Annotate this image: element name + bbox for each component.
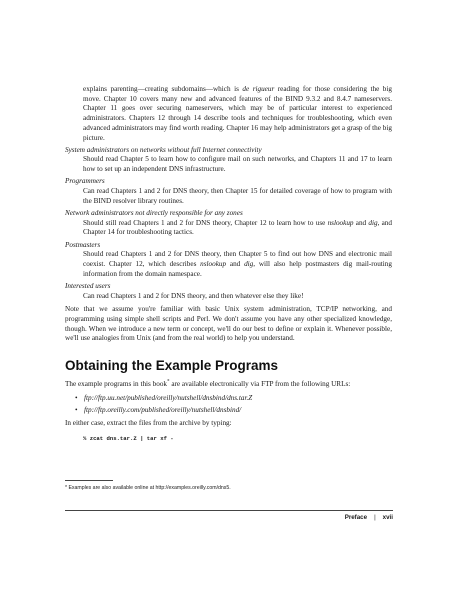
- audience-term: Postmasters: [65, 240, 101, 249]
- extract-instruction: In either case, extract the files from the archive by typing:: [65, 419, 232, 428]
- footer-separator: |: [374, 514, 376, 521]
- audience-description: [65, 155, 392, 174]
- audience-term: Network administrators not directly responsible for any zones: [65, 208, 243, 217]
- command-name: dig: [244, 259, 254, 268]
- assumptions-paragraph: Note that we assume you're familiar with basic Unix system administration, TCP/IP networking, and programming using simple shell scripts and Perl. We don't assume you have any other specialized knowledge, though. When we introduce a new term or concept, we'll do our best to define or explain it. Whenever possible, we'll use analogies from Unix (and from the real world) to help you understand.: [65, 305, 392, 343]
- section-intro: [65, 380, 392, 390]
- extract-command: % zcat dns.tar.Z | tar xf -: [83, 434, 174, 442]
- command-name: dig: [368, 218, 378, 227]
- description-text: Should still read Chapters 1 and 2 for DNS theory, Chapter 12 to learn how to use: [83, 218, 328, 227]
- description-text: Should read Chapter 5 to learn how to configure mail on such networks, and Chapters 11 and 17 to learn how to set up an independent DNS infrastructure.: [83, 155, 392, 174]
- description-text: , will also help postmasters dig mail-routing information from the domain namespace.: [83, 259, 392, 278]
- command-name: nslookup: [327, 218, 354, 227]
- description-text: , and Chapter 14 for troubleshooting tactics.: [83, 218, 392, 237]
- footnote: * Examples are also available online at http://examples.oreilly.com/dns5.: [65, 485, 231, 491]
- audience-term: Interested users: [65, 281, 111, 290]
- description-text: and: [353, 218, 369, 227]
- audience-description: [65, 292, 392, 302]
- url-list: [65, 394, 392, 416]
- running-footer-section: Preface: [344, 514, 368, 521]
- page-number: xvii: [382, 514, 393, 521]
- description-text: Should read Chapters 1 and 2 for DNS theory, then Chapter 5 to find out how DNS and electronic mail coexist. Chapter 12, which describes: [83, 250, 392, 268]
- url-list-item: [75, 406, 392, 416]
- bullet-icon: •: [75, 406, 78, 415]
- intro-paragraph: [65, 85, 392, 143]
- intro-italic-phrase: de rigueur: [242, 85, 275, 93]
- footer-divider: [65, 510, 393, 511]
- page-body: [65, 85, 392, 443]
- intro-text-end: reading for those considering the big move. Chapter 10 covers many new and advanced features of the BIND 9.3.2 and 8.4.7 nameservers. Chapter 11 goes over securing nameservers, which may be of particular interest to experienced administrators. Chapters 12 through 14 describe tools and techniques for troubleshooting, which even advanced administrators may find worth reading. Chapter 16 may help administrators get a grasp of the big picture.: [83, 85, 392, 142]
- section-intro-start: The example programs in this book: [65, 380, 168, 389]
- ftp-url-link[interactable]: ftp://ftp.uu.net/published/oreilly/nutshell/dnsbind/dns.tar.Z: [84, 393, 253, 402]
- audience-description: [65, 187, 392, 206]
- section-intro-end: are available electronically via FTP from the following URLs:: [169, 380, 351, 389]
- page-footer: [345, 514, 393, 522]
- command-name: nslookup: [200, 259, 227, 268]
- description-text: Can read Chapters 1 and 2 for DNS theory, and then whatever else they like!: [83, 291, 304, 300]
- audience-list: [65, 146, 392, 302]
- footnote-marker[interactable]: *: [167, 379, 170, 385]
- intro-text-start: explains parenting—creating subdomains—which is: [83, 85, 243, 93]
- description-text: Can read Chapters 1 and 2 for DNS theory, then Chapter 15 for detailed coverage of how to program with the BIND resolver library routines.: [83, 187, 392, 205]
- section-heading: Obtaining the Example Programs: [65, 358, 279, 374]
- footnote-divider: [65, 480, 113, 481]
- url-list-item: [75, 394, 392, 404]
- ftp-url-link[interactable]: ftp://ftp.oreilly.com/published/oreilly/nutshell/dnsbind/: [84, 406, 242, 415]
- audience-description: [65, 250, 392, 279]
- audience-description: [65, 219, 392, 238]
- description-text: and: [226, 259, 245, 268]
- audience-term: System administrators on networks without full Internet connectivity: [65, 145, 262, 154]
- bullet-icon: •: [75, 393, 78, 402]
- audience-term: Programmers: [65, 177, 105, 186]
